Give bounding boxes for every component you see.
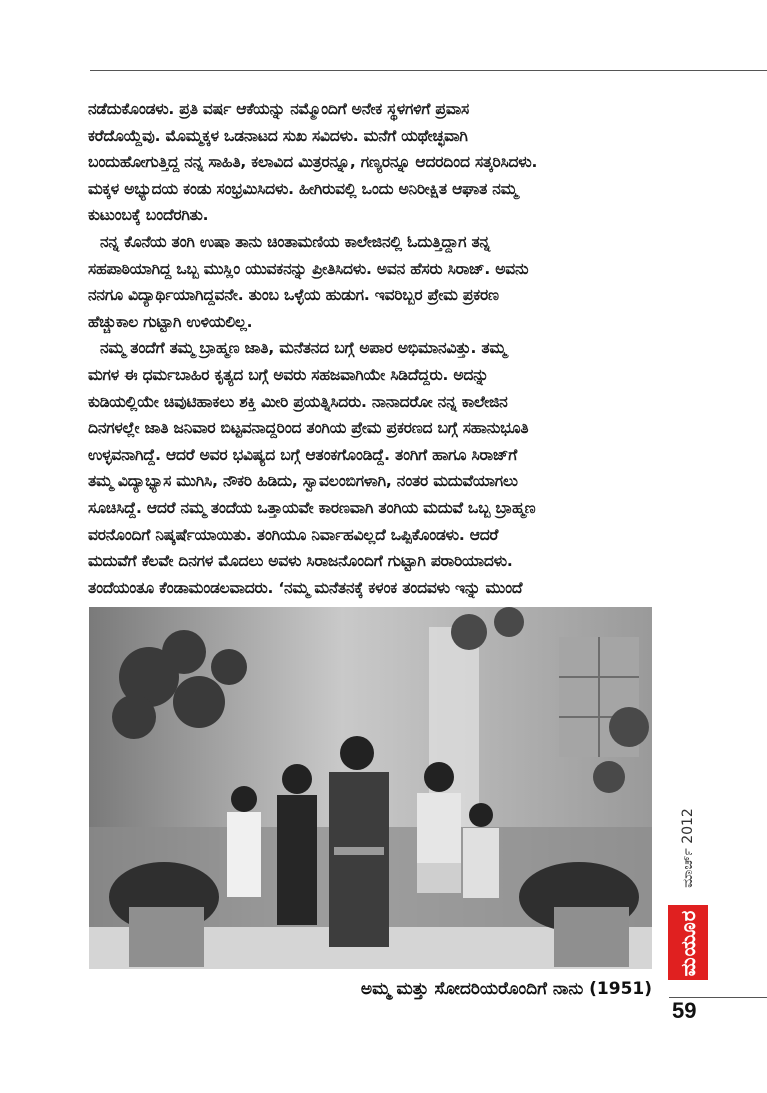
article-line: ಸೂಚಿಸಿದ್ದೆ. ಆದರೆ ನಮ್ಮ ತಂದೆಯ ಒತ್ತಾಯವೇ ಕಾರಣವಾಗಿ ತಂಗಿಯ ಮದುವೆ ಒಬ್ಬ ಬ್ರಾಹ್ಮಣ: [88, 498, 536, 517]
article-line: ಮದುವೆಗೆ ಕೆಲವೇ ದಿನಗಳ ಮೊದಲು ಅವಳು ಸಿರಾಜನೊಂದಿಗೆ ಗುಟ್ಟಾಗಿ ಪರಾರಿಯಾದಳು.: [88, 552, 513, 571]
article-line: ತಂದೆಯಂತೂ ಕೆಂಡಾಮಂಡಲವಾದರು. ‘ನಮ್ಮ ಮನೆತನಕ್ಕೆ ಕಳಂಕ ತಂದವಳು ಇನ್ನು ಮುಂದೆ: [88, 578, 523, 597]
article-line: ಮಗಳ ಈ ಧರ್ಮಬಾಹಿರ ಕೃತ್ಯದ ಬಗ್ಗೆ ಅವರು ಸಹಜವಾಗಿಯೇ ಸಿಡಿದೆದ್ದರು. ಅದನ್ನು: [88, 365, 489, 384]
photo-caption: ಅಮ್ಮ ಮತ್ತು ಸೋದರಿಯರೊಂದಿಗೆ ನಾನು (1951): [360, 979, 652, 999]
magazine-masthead: [668, 795, 708, 980]
article-line: ಸಹಪಾಠಿಯಾಗಿದ್ದ ಒಬ್ಬ ಮುಸ್ಲಿಂ ಯುವಕನನ್ನು ಪ್ರೀತಿಸಿದಳು. ಅವನ ಹೆಸರು ಸಿರಾಜ್. ಅವನು: [88, 259, 529, 278]
article-line: ಮಕ್ಕಳ ಅಭ್ಯುದಯ ಕಂಡು ಸಂಭ್ರಮಿಸಿದಳು. ಹೀಗಿರುವಲ್ಲಿ ಒಂದು ಅನಿರೀಕ್ಷಿತ ಆಘಾತ ನಮ್ಮ: [88, 179, 518, 198]
article-line: ಹೆಚ್ಚುಕಾಲ ಗುಟ್ಟಾಗಿ ಉಳಿಯಲಿಲ್ಲ.: [88, 312, 253, 331]
article-line: ಕುಡಿಯಲ್ಲಿಯೇ ಚಿವುಟಿಹಾಕಲು ಶಕ್ತಿ ಮೀರಿ ಪ್ರಯತ್ನಿಸಿದರು. ನಾನಾದರೋ ನನ್ನ ಕಾಲೇಜಿನ: [88, 392, 508, 411]
article-line: ನನಗೂ ವಿದ್ಯಾರ್ಥಿಯಾಗಿದ್ದವನೇ. ತುಂಬ ಒಳ್ಳೆಯ ಹುಡುಗ. ಇವರಿಬ್ಬರ ಪ್ರೇಮ ಪ್ರಕರಣ: [88, 286, 499, 305]
brand-name: ಮಯೂರ: [676, 909, 700, 976]
article-line: ಉಳ್ಳವನಾಗಿದ್ದೆ. ಆದರೆ ಅವರ ಭವಿಷ್ಯದ ಬಗ್ಗೆ ಆತಂಕಗೊಂಡಿದ್ದೆ. ತಂಗಿಗೆ ಹಾಗೂ ಸಿರಾಜ್‌ಗೆ: [88, 445, 517, 464]
brand-logo: [668, 905, 708, 980]
article-line: ತಮ್ಮ ವಿದ್ಯಾಭ್ಯಾಸ ಮುಗಿಸಿ, ನೌಕರಿ ಹಿಡಿದು, ಸ್ವಾವಲಂಬಿಗಳಾಗಿ, ನಂತರ ಮದುವೆಯಾಗಲು: [88, 472, 518, 491]
article-line: ಕರೆದೊಯ್ದೆವು. ಮೊಮ್ಮಕ್ಕಳ ಒಡನಾಟದ ಸುಖ ಸವಿದಳು. ಮನೆಗೆ ಯಥೇಚ್ಛವಾಗಿ: [88, 126, 468, 145]
article-line: ನಡೆದುಕೊಂಡಳು. ಪ್ರತಿ ವರ್ಷ ಆಕೆಯನ್ನು ನಮ್ಮೊಂದಿಗೆ ಅನೇಕ ಸ್ಥಳಗಳಿಗೆ ಪ್ರವಾಸ: [88, 100, 470, 118]
family-photo: [89, 607, 652, 969]
issue-date-text: ಮಾರ್ಚ್ 2012: [680, 807, 696, 888]
header-rule: [90, 70, 767, 71]
article-line: ದಿನಗಳಲ್ಲೇ ಜಾತಿ ಜನಿವಾರ ಬಿಟ್ಟವನಾದ್ದರಿಂದ ತಂಗಿಯ ಪ್ರೇಮ ಪ್ರಕರಣದ ಬಗ್ಗೆ ಸಹಾನುಭೂತಿ: [88, 419, 529, 438]
issue-date: [676, 795, 700, 900]
article-line: ನನ್ನ ಕೊನೆಯ ತಂಗಿ ಉಷಾ ತಾನು ಚಿಂತಾಮಣಿಯ ಕಾಲೇಜಿನಲ್ಲಿ ಓದುತ್ತಿದ್ದಾಗ ತನ್ನ: [100, 232, 490, 251]
article-line: ಬಂದುಹೋಗುತ್ತಿದ್ದ ನನ್ನ ಸಾಹಿತಿ, ಕಲಾವಿದ ಮಿತ್ರರನ್ನೂ, ಗಣ್ಯರನ್ನೂ ಆದರದಿಂದ ಸತ್ಕರಿಸಿದಳು.: [88, 153, 538, 172]
article-line: ವರನೊಂದಿಗೆ ನಿಷ್ಕರ್ಷೆಯಾಯಿತು. ತಂಗಿಯೂ ನಿರ್ವಾಹವಿಲ್ಲದೆ ಒಪ್ಪಿಕೊಂಡಳು. ಆದರೆ: [88, 525, 499, 544]
page-number: 59: [672, 998, 697, 1023]
article-line: ನಮ್ಮ ತಂದೆಗೆ ತಮ್ಮ ಬ್ರಾಹ್ಮಣ ಜಾತಿ, ಮನೆತನದ ಬಗ್ಗೆ ಅಪಾರ ಅಭಿಮಾನವಿತ್ತು. ತಮ್ಮ: [100, 339, 507, 358]
article-line: ಕುಟುಂಬಕ್ಕೆ ಬಂದೆರಗಿತು.: [88, 206, 209, 225]
article-body: [88, 96, 648, 601]
